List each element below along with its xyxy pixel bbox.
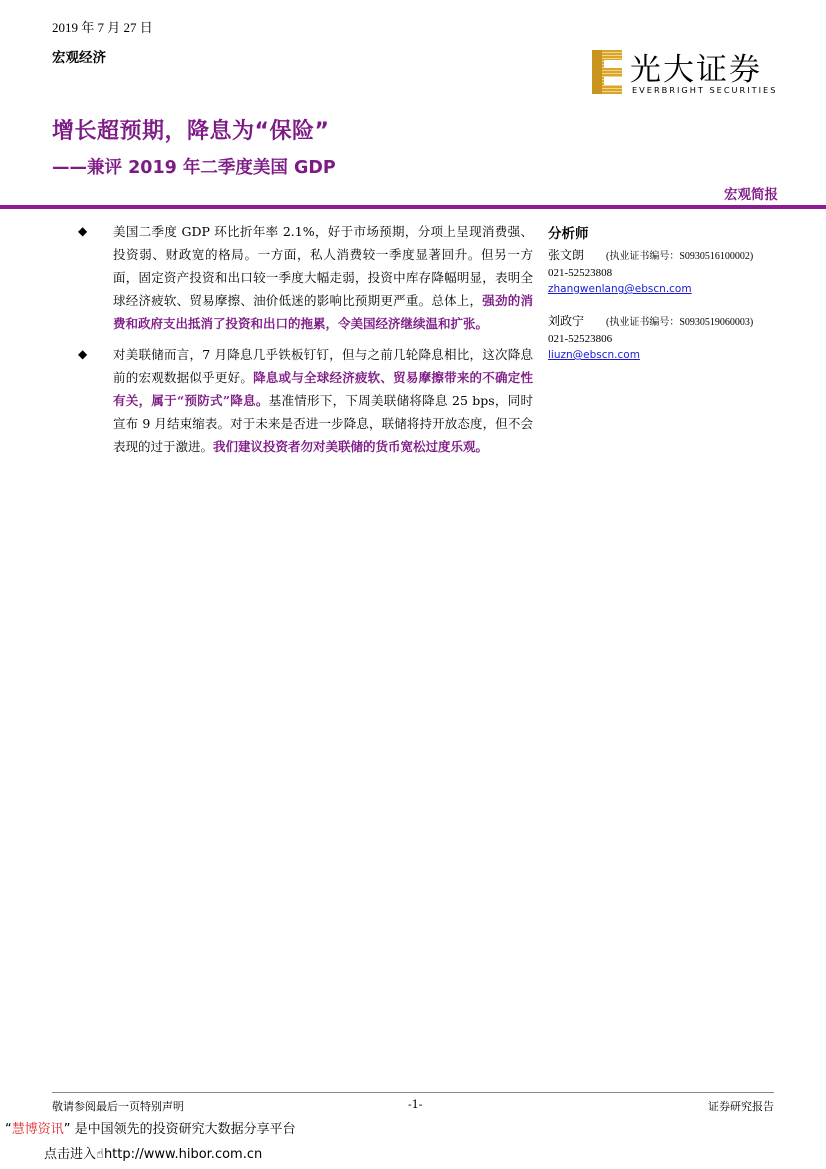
header-divider (0, 205, 826, 209)
quote-mark: ” (63, 1122, 71, 1137)
summary-bullet (78, 343, 533, 458)
diamond-bullet-icon: ◆ (78, 224, 88, 238)
logo-english-name: EVERBRIGHT SECURITIES (632, 85, 778, 95)
pointing-hand-icon: ☝ (96, 1147, 104, 1162)
footer-report-label: 证券研究报告 (708, 1100, 774, 1113)
analyst-cert: (执业证书编号：S0930519060003) (606, 317, 754, 328)
bullet-text (113, 343, 533, 458)
analyst-email-link[interactable]: liuzn@ebscn.com (548, 349, 640, 361)
summary-body (78, 220, 533, 466)
page-number: -1- (408, 1098, 423, 1111)
analyst-heading: 分析师 (548, 226, 589, 242)
analyst-phone: 021-52523806 (548, 333, 613, 345)
analyst-email-link[interactable]: zhangwenlang@ebscn.com (548, 283, 692, 295)
promo-brand: 慧博资讯 (11, 1122, 64, 1137)
report-type: 宏观简报 (724, 187, 778, 203)
promo-text: 是中国领先的投资研究大数据分享平台 (70, 1122, 296, 1137)
analyst-panel (548, 222, 798, 379)
promo-link-prefix: 点击进入 (44, 1147, 97, 1162)
bullet-highlight-text: 降息或与全球经济疲软、贸易摩擦带来的不确定性有关，属于“预防式”降息。 (113, 370, 533, 408)
analyst-name: 张文朗 (548, 248, 585, 262)
promo-url-link[interactable]: http://www.hibor.com.cn (103, 1147, 263, 1162)
summary-bullet (78, 220, 533, 335)
analyst-entry (548, 313, 798, 363)
footer-divider (52, 1092, 774, 1093)
bullet-highlight-text: 我们建议投资者勿对美联储的货币宽松过度乐观。 (213, 439, 489, 454)
report-title: 增长超预期，降息为“保险” (52, 119, 330, 144)
report-subtitle: ——兼评 2019 年二季度美国 GDP (52, 158, 336, 178)
logo-chinese-name: 光大证券 (630, 52, 762, 88)
everbright-e-logo-icon (592, 50, 622, 94)
report-category: 宏观经济 (52, 50, 106, 66)
everbright-logo (592, 48, 782, 100)
footer-disclaimer: 敬请参阅最后一页特别声明 (52, 1100, 184, 1113)
analyst-phone: 021-52523808 (548, 267, 613, 279)
promo-link-line[interactable] (44, 1143, 262, 1162)
bullet-text (113, 220, 533, 335)
diamond-bullet-icon: ◆ (78, 347, 88, 361)
report-date: 2019 年 7 月 27 日 (52, 20, 153, 35)
quote-mark: “ (5, 1122, 12, 1137)
bullet-normal-text: 对美联储而言，7 月降息几乎铁板钉钉，但与之前几轮降息相比，这次降息前的宏观数据似乎更好。 (113, 347, 533, 385)
bullet-normal-text: 美国二季度 GDP 环比折年率 2.1%，好于市场预期，分项上呈现消费强、投资弱、财政宽的格局。一方面，私人消费较一季度显著回升。但另一方面，固定资产投资和出口较一季度大幅走弱，投资中库存降幅明显，表明全球经济疲软、贸易摩擦、油价低迷的影响比预期更严重。总体上， (113, 224, 533, 308)
analyst-name: 刘政宁 (548, 314, 585, 328)
bullet-normal-text: 基准情形下，下周美联储将降息 25 bps，同时宣布 9 月结束缩表。对于未来是否进一步降息，联储将持开放态度，但不会表现的过于激进。 (113, 393, 533, 454)
bullet-highlight-text: 强劲的消费和政府支出抵消了投资和出口的拖累，令美国经济继续温和扩张。 (113, 293, 533, 331)
analyst-entry (548, 247, 798, 297)
analyst-cert: (执业证书编号：S0930516100002) (606, 251, 754, 262)
promo-line (5, 1118, 296, 1137)
